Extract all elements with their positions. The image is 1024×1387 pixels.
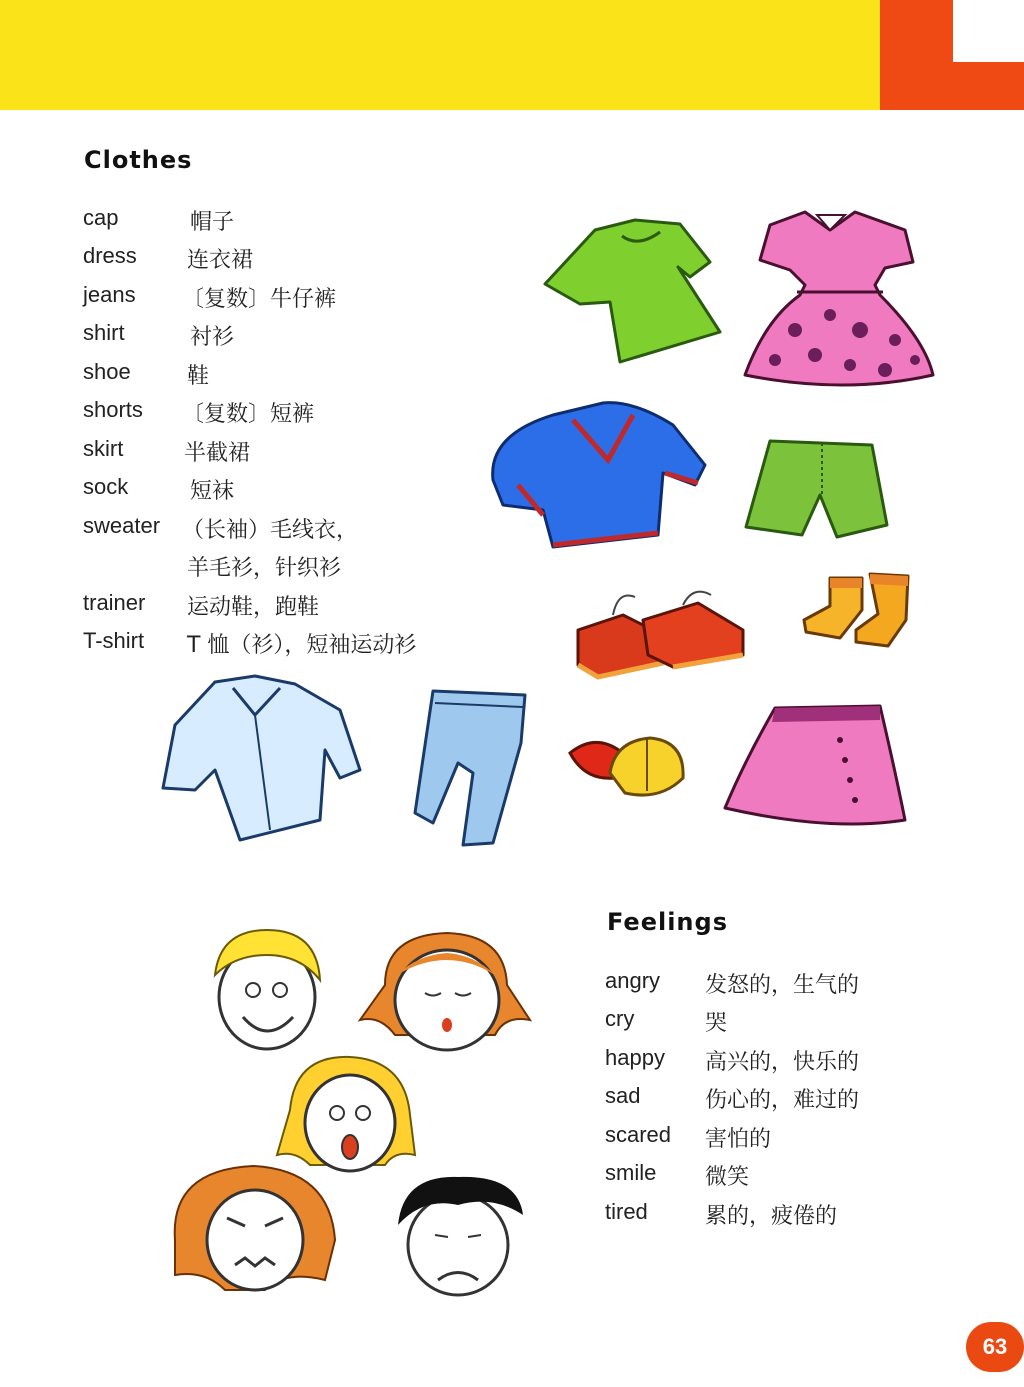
socks-illustration: [800, 570, 912, 650]
top-banner-yellow: [0, 0, 880, 110]
vocab-english: dress: [83, 243, 137, 268]
vocab-chinese: 半截裙: [184, 441, 251, 466]
vocab-english: shorts: [83, 397, 143, 422]
crying-face-illustration: [355, 925, 535, 1055]
vocab-chinese: 短袜: [190, 479, 235, 504]
vocab-chinese: 高兴的，快乐的: [705, 1050, 860, 1075]
vocab-chinese: 衬衫: [190, 325, 235, 350]
vocab-english: shirt: [83, 320, 125, 345]
feelings-heading: Feelings: [607, 908, 728, 936]
vocab-chinese: （长袖）毛线衣，: [182, 518, 359, 543]
sad-face-illustration: [393, 1175, 528, 1300]
vocab-english: happy: [605, 1045, 665, 1070]
scared-face-illustration: [275, 1055, 415, 1175]
t-shirt-illustration: [540, 212, 730, 362]
vocab-chinese: 连衣裙: [187, 248, 254, 273]
vocab-english: smile: [605, 1160, 657, 1185]
vocab-english: scared: [605, 1122, 672, 1147]
happy-face-illustration: [205, 925, 330, 1055]
vocab-chinese: 鞋: [187, 364, 210, 389]
top-banner-notch: [953, 0, 1024, 62]
vocab-english: cry: [605, 1006, 635, 1031]
angry-face-illustration: [165, 1160, 340, 1295]
skirt-illustration: [720, 700, 910, 830]
vocab-chinese: 运动鞋，跑鞋: [187, 595, 320, 620]
sweater-illustration: [483, 395, 713, 550]
shorts-illustration: [742, 435, 892, 545]
shirt-illustration: [155, 670, 365, 845]
vocab-chinese: 微笑: [705, 1165, 750, 1190]
jeans-illustration: [413, 683, 528, 848]
vocab-chinese: 羊毛衫，针织衫: [187, 556, 342, 581]
vocab-chinese: 发怒的，生气的: [705, 973, 860, 998]
vocab-english: skirt: [83, 436, 124, 461]
clothes-heading: Clothes: [84, 146, 193, 174]
vocab-chinese: 〔复数〕牛仔裤: [182, 287, 337, 312]
cap-illustration: [565, 733, 690, 803]
vocab-chinese: 害怕的: [705, 1127, 772, 1152]
vocab-chinese: T 恤（衫），短袖运动衫: [187, 633, 417, 658]
vocab-chinese: 帽子: [190, 210, 235, 235]
vocab-english: jeans: [83, 282, 136, 307]
dress-illustration: [735, 200, 935, 390]
vocab-chinese: 累的，疲倦的: [705, 1204, 838, 1229]
vocab-english: sock: [83, 474, 129, 499]
trainers-illustration: [573, 585, 748, 680]
vocab-chinese: 〔复数〕短裤: [182, 402, 315, 427]
vocab-english: sweater: [83, 513, 161, 538]
vocab-english: angry: [605, 968, 661, 993]
vocab-english: trainer: [83, 590, 146, 615]
vocab-english: shoe: [83, 359, 131, 384]
vocab-chinese: 哭: [705, 1011, 728, 1036]
vocab-english: tired: [605, 1199, 648, 1224]
page-number: 63: [966, 1322, 1024, 1372]
vocab-english: sad: [605, 1083, 641, 1108]
vocab-english: T-shirt: [83, 628, 145, 653]
vocab-english: cap: [83, 205, 119, 230]
vocab-chinese: 伤心的，难过的: [705, 1088, 860, 1113]
